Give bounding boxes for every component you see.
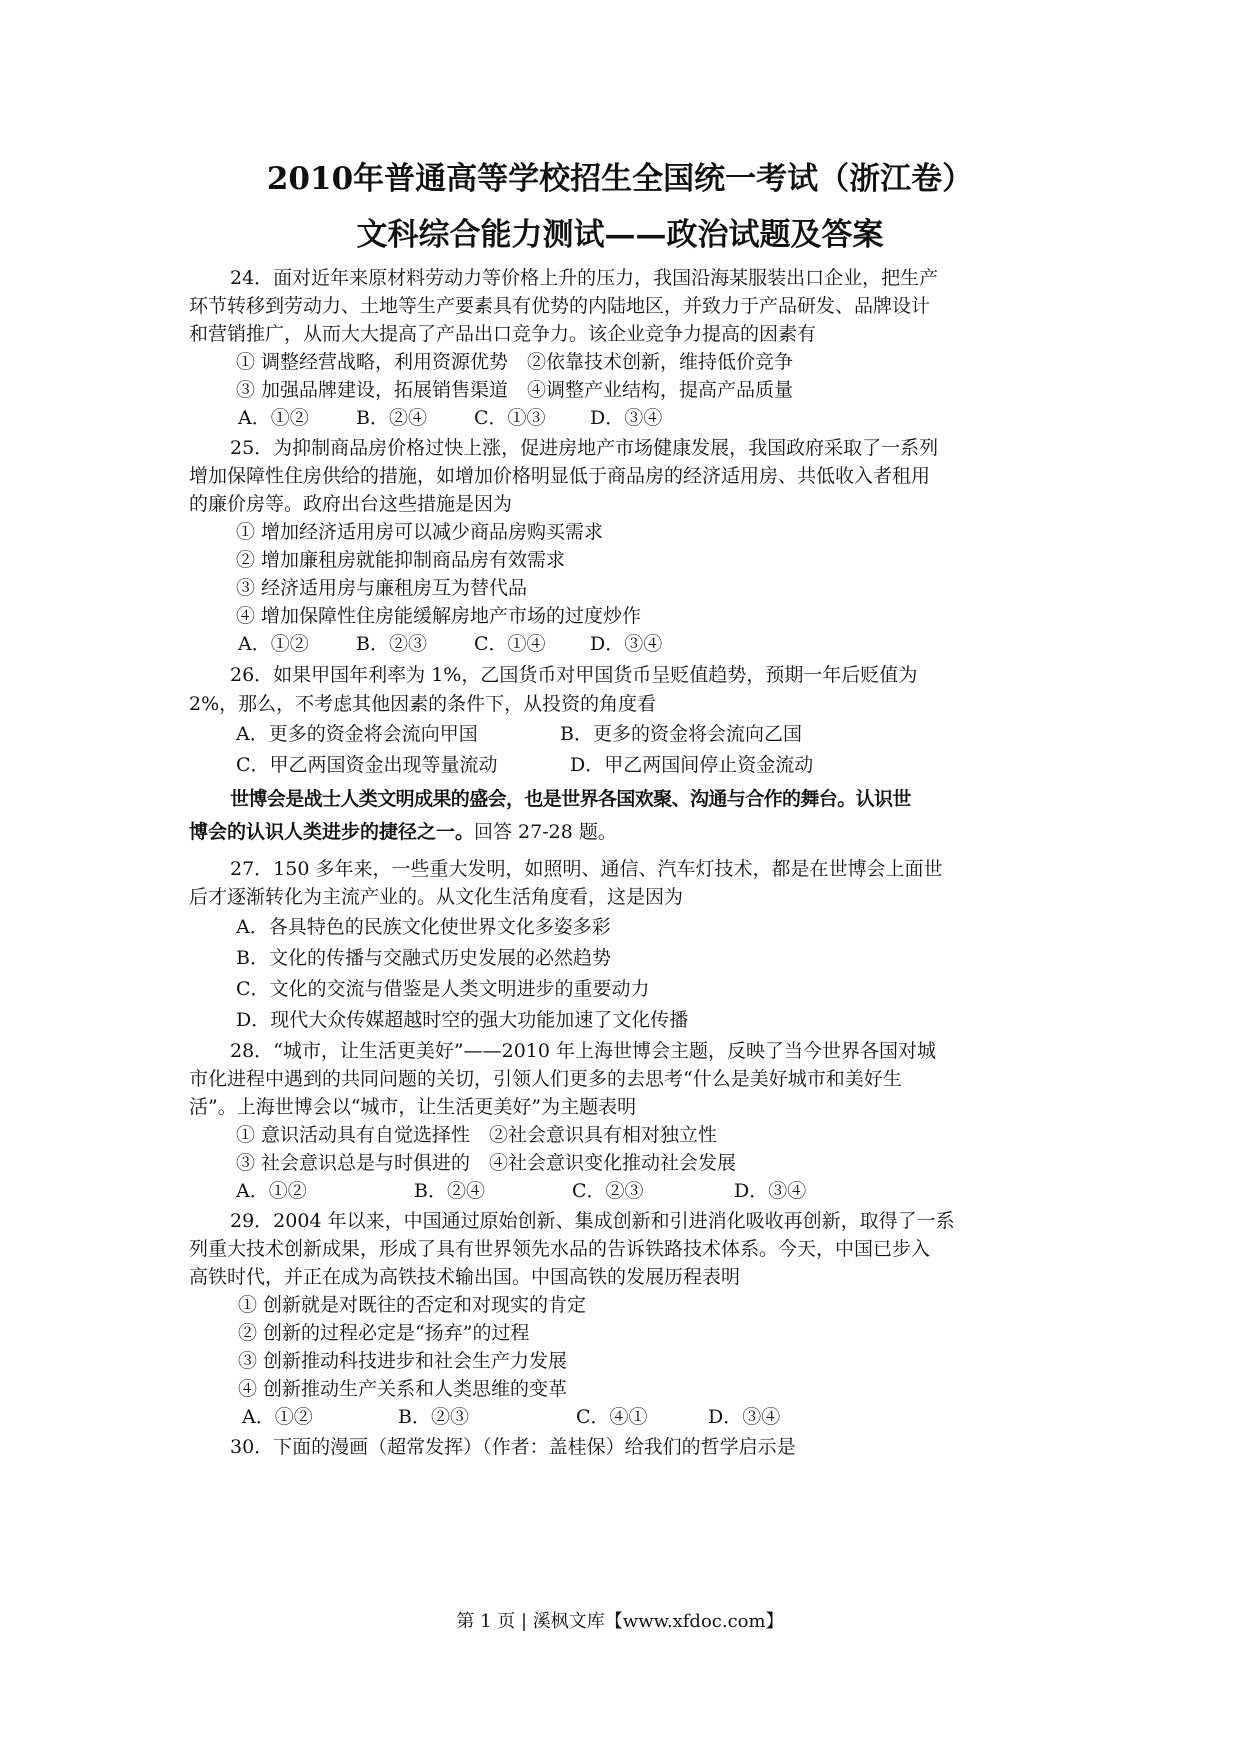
page-footer: 第 1 页 | 溪枫文库【www.xfdoc.com】 (456, 1611, 784, 1632)
q24-statement-2: ③ 加强品牌建设，拓展销售渠道 ④调整产业结构，提高产品质量 (236, 379, 794, 401)
intro-27-28-line-2 (189, 819, 617, 845)
q24-stem-line-3: 和营销推广，从而大大提高了产品出口竞争力。该企业竞争力提高的因素有 (189, 323, 817, 345)
q25-stem-line-2: 增加保障性住房供给的措施，如增加价格明显低于商品房的经济适用房、共低收入者租用 (189, 465, 931, 487)
q24-statement-1: ① 调整经营战略，利用资源优势 ②依靠技术创新，维持低价竞争 (236, 351, 794, 373)
q29-stem-line-2: 列重大技术创新成果，形成了具有世界领先水品的告诉铁路技术体系。今天，中国已步入 (189, 1238, 931, 1260)
q28-stem-line-2: 市化进程中遇到的共同问题的关切，引领人们更多的去思考“什么是美好城市和美好生 (189, 1068, 902, 1090)
q26-option-b: B．更多的资金将会流向乙国 (560, 723, 802, 745)
q25-option-d: D．③④ (590, 633, 663, 655)
q26-option-a: A．更多的资金将会流向甲国 (236, 723, 478, 745)
q29-statement-3: ③ 创新推动科技进步和社会生产力发展 (238, 1350, 568, 1372)
q25-statement-2: ② 增加廉租房就能抑制商品房有效需求 (236, 549, 566, 571)
q28-option-a: A．①② (236, 1180, 307, 1202)
q26-option-c: C．甲乙两国资金出现等量流动 (236, 754, 498, 776)
q28-statement-1: ① 意识活动具有自觉选择性 ②社会意识具有相对独立性 (236, 1124, 718, 1146)
q28-stem-line-3: 活”。上海世博会以“城市，让生活更美好”为主题表明 (189, 1096, 637, 1118)
q25-stem-line-1: 25．为抑制商品房价格过快上涨，促进房地产市场健康发展，我国政府采取了一系列 (230, 437, 939, 459)
q27-stem-line-1: 27．150 多年来，一些重大发明，如照明、通信、汽车灯技术，都是在世博会上面世 (230, 858, 943, 880)
q25-option-a: A．①② (238, 633, 309, 655)
q29-statement-1: ① 创新就是对既往的否定和对现实的肯定 (238, 1294, 587, 1316)
q27-stem-line-2: 后才逐渐转化为主流产业的。从文化生活角度看，这是因为 (189, 886, 684, 908)
q28-option-c: C．②③ (572, 1180, 644, 1202)
q28-option-b: B．②④ (414, 1180, 485, 1202)
q28-stem-line-1: 28．“城市，让生活更美好”——2010 年上海世博会主题，反映了当今世界各国对城 (230, 1040, 936, 1062)
q27-option-b: B．文化的传播与交融式历史发展的必然趋势 (236, 947, 611, 969)
q24-option-b: B．②④ (356, 407, 427, 429)
q24-option-a: A．①② (238, 407, 309, 429)
q29-option-a: A．①② (242, 1406, 313, 1428)
q25-option-b: B．②③ (356, 633, 427, 655)
q25-statement-3: ③ 经济适用房与廉租房互为替代品 (236, 577, 528, 599)
q25-option-c: C．①④ (474, 633, 546, 655)
q26-option-d: D．甲乙两国间停止资金流动 (570, 754, 814, 776)
q29-option-d: D．③④ (708, 1406, 781, 1428)
intro-27-28-bold: 博会的认识人类进步的捷径之一。 (189, 821, 475, 843)
q25-statement-4: ④ 增加保障性住房能缓解房地产市场的过度炒作 (236, 605, 642, 627)
q28-statement-2: ③ 社会意识总是与时俱进的 ④社会意识变化推动社会发展 (236, 1152, 737, 1174)
q29-stem-line-1: 29．2004 年以来，中国通过原始创新、集成创新和引进消化吸收再创新，取得了一系 (230, 1210, 955, 1232)
q25-statement-1: ① 增加经济适用房可以减少商品房购买需求 (236, 521, 604, 543)
q24-option-d: D．③④ (590, 407, 663, 429)
q29-stem-line-3: 高铁时代，并正在成为高铁技术输出国。中国高铁的发展历程表明 (189, 1266, 741, 1288)
q30-stem-line-1: 30．下面的漫画（超常发挥）（作者：盖桂保）给我们的哲学启示是 (230, 1436, 796, 1458)
q26-stem-line-1: 26．如果甲国年利率为 1%，乙国货币对甲国货币呈贬值趋势，预期一年后贬值为 (230, 664, 918, 686)
q24-option-c: C．①③ (474, 407, 546, 429)
q28-option-d: D．③④ (734, 1180, 807, 1202)
q26-stem-line-2: 2%，那么，不考虑其他因素的条件下，从投资的角度看 (189, 693, 657, 715)
q27-option-d: D．现代大众传媒超越时空的强大功能加速了文化传播 (236, 1009, 689, 1031)
q24-stem-line-2: 环节转移到劳动力、土地等生产要素具有优势的内陆地区，并致力于产品研发、品牌设计 (189, 295, 931, 317)
q29-option-b: B．②③ (398, 1406, 469, 1428)
exam-title: 2010年普通高等学校招生全国统一考试（浙江卷） (266, 161, 974, 197)
q27-option-c: C．文化的交流与借鉴是人类文明进步的重要动力 (236, 978, 650, 1000)
exam-subtitle: 文科综合能力测试——政治试题及答案 (356, 217, 884, 253)
q25-stem-line-3: 的廉价房等。政府出台这些措施是因为 (189, 493, 513, 515)
q24-stem-line-1: 24．面对近年来原材料劳动力等价格上升的压力，我国沿海某服装出口企业，把生产 (230, 267, 939, 289)
q29-option-c: C．④① (576, 1406, 648, 1428)
q29-statement-2: ② 创新的过程必定是“扬弃”的过程 (238, 1322, 530, 1344)
q29-statement-4: ④ 创新推动生产关系和人类思维的变革 (238, 1378, 568, 1400)
intro-27-28-line-1: 世博会是战士人类文明成果的盛会，也是世界各国欢聚、沟通与合作的舞台。认识世 (230, 788, 911, 810)
q27-option-a: A．各具特色的民族文化使世界文化多姿多彩 (236, 916, 611, 938)
intro-27-28-tail: 回答 27-28 题。 (474, 821, 617, 843)
